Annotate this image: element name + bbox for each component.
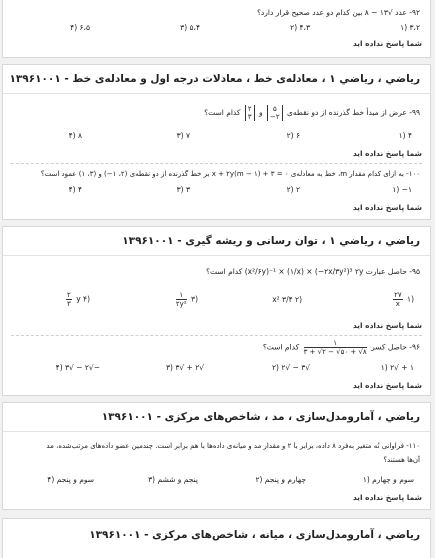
choice-3[interactable]: ۷ (۳ xyxy=(176,131,190,140)
choice-3[interactable]: ۳ (۳ xyxy=(176,185,190,194)
question-card-4 xyxy=(2,402,431,510)
answer-status: شما پاسخ نداده اید xyxy=(352,381,422,390)
denominator: ۳ xyxy=(67,300,71,308)
section-header: ریاضي ، آمارومدل‌سازی ، مد ، شاخص‌های مرکزی - ۱۳۹۶۱۰۰۱ xyxy=(3,403,430,432)
choice-3[interactable]: ۵،۴ (۳ xyxy=(180,23,200,32)
choice-2[interactable]: ۴،۳ (۲ xyxy=(290,23,310,32)
question-99-suffix: کدام است؟ xyxy=(204,108,241,117)
question-96-suffix: کدام است؟ xyxy=(262,342,300,352)
point-a-y: ۲− xyxy=(270,113,280,121)
question-95 xyxy=(11,265,420,279)
fraction xyxy=(304,339,367,356)
choice-label: (۴ xyxy=(83,294,90,304)
choice-2[interactable] xyxy=(272,295,302,304)
question-card-2 xyxy=(2,64,431,220)
question-95-prefix: ۹۵- حاصل عبارت xyxy=(365,267,420,276)
question-card-1 xyxy=(2,0,431,58)
choice-label: (۲ xyxy=(295,295,302,304)
section-header: ریاضي ، آمارومدل‌سازی ، میانه ، شاخص‌های مرکزی - ۱۳۹۶۱۰۰۱ xyxy=(89,529,420,541)
choice-2[interactable]: چهارم و پنجم (۲ xyxy=(255,475,306,484)
question-110-line2: آن‌ها هستند؟ xyxy=(383,456,420,464)
choice-2[interactable]: ۲ (۲ xyxy=(286,185,300,194)
answer-status: شما پاسخ نداده اید xyxy=(352,493,422,502)
question-card-3 xyxy=(2,226,431,396)
point-a xyxy=(267,105,283,121)
choice-4[interactable] xyxy=(64,291,90,308)
point-a-x: ۵ xyxy=(272,105,277,113)
choice-4[interactable]: −√۲ − √۳ (۴ xyxy=(55,363,100,372)
denominator: ۳ + √۲ − √۵۰ + √۸ xyxy=(303,348,367,356)
choice-3[interactable] xyxy=(174,291,198,308)
question-96-prefix: ۹۶- حاصل کسر xyxy=(371,342,420,352)
question-100: ۱۰۰- به ازای کدام مقدار m، خط به معادله‌ی ۰ = ۳ + (m − ۱)x + ۲y بر خط گذرنده از دو نقطه‌ی (۲، ۱−) و (۳، ۱) عمود است؟ xyxy=(40,170,420,178)
divider xyxy=(11,335,422,336)
question-110-line1: ۱۱۰- فراوانی نُه متغیر به‌فرد ۸ داده، برابر با ۲ و مقدار مد و میانه‌ی داده‌ها با هم برابر است. چندمین عضو داده‌های مرتب‌شده، مد xyxy=(46,442,420,450)
choice-1[interactable]: ۱− (۱ xyxy=(392,185,412,194)
fraction xyxy=(66,291,72,308)
choice-var: y xyxy=(76,294,81,304)
choice-label: (۱ xyxy=(407,294,414,304)
choice-3[interactable]: پنجم و ششم (۳ xyxy=(148,475,198,484)
answer-status: شما پاسخ نداده اید xyxy=(352,39,422,48)
question-95-expression: (x²/۶y)⁻¹ × (۱/x) × (−۲x/۳y²)³ ۲y xyxy=(244,267,364,276)
point-b-y: ۳ xyxy=(247,113,252,121)
section-header: ریاضي ، رياضي ۱ ، توان رسانی و ریشه گیری - ۱۳۹۶۱۰۰۱ xyxy=(3,227,430,256)
question-96 xyxy=(11,339,420,356)
choice-3[interactable]: √۲ + √۳ (۳ xyxy=(165,363,204,372)
choice-1[interactable]: سوم و چهارم (۱ xyxy=(362,475,414,484)
question-99 xyxy=(11,105,420,121)
question-99-and: و xyxy=(258,108,263,117)
numerator: ۱ xyxy=(304,339,367,348)
question-99-prefix: ۹۹- عرض از مبدأ خط گذرنده از دو نقطه‌ی xyxy=(287,108,420,117)
answer-status: شما پاسخ نداده اید xyxy=(352,149,422,158)
numerator: ۲ xyxy=(67,291,71,299)
point-b xyxy=(245,105,255,121)
choice-1[interactable]: ۳،۲ (۱ xyxy=(400,23,420,32)
denominator: x xyxy=(395,300,400,308)
choice-2[interactable]: √۳ − √۲ (۲ xyxy=(271,363,310,372)
choice-4[interactable]: ۴ (۴ xyxy=(68,185,82,194)
choice-2[interactable]: ۶ (۲ xyxy=(286,131,300,140)
choice-4[interactable]: ۸ (۴ xyxy=(68,131,82,140)
question-card-5 xyxy=(2,518,431,558)
answer-status: شما پاسخ نداده اید xyxy=(352,321,422,330)
fraction xyxy=(393,291,403,308)
divider xyxy=(11,163,422,164)
choice-1[interactable]: ۴ (۱ xyxy=(398,131,412,140)
choice-value: x² ۳/۴ xyxy=(272,295,293,304)
question-92: ۹۲- عدد √۱۳ − ۸ بین کدام دو عدد صحیح قرار دارد؟ xyxy=(256,8,420,17)
choice-4[interactable]: سوم و پنجم (۴ xyxy=(47,475,94,484)
question-95-suffix: کدام است؟ xyxy=(205,267,243,276)
fraction xyxy=(176,291,187,308)
numerator: ۲۷ xyxy=(394,291,402,299)
denominator: ۲y² xyxy=(175,300,187,308)
choice-1[interactable] xyxy=(391,291,414,308)
choice-1[interactable]: ۱ + √۲ (۱ xyxy=(380,363,414,372)
choice-4[interactable]: ۶،۵ (۴ xyxy=(70,23,90,32)
answer-status: شما پاسخ نداده اید xyxy=(352,203,422,212)
choice-label: (۳ xyxy=(191,294,198,304)
numerator: ۱ xyxy=(176,291,187,300)
section-header: ریاضي ، رياضي ۱ ، معادله‌ی خط ، معادلات درجه اول و معادله‌ی خط - ۱۳۹۶۱۰۰۱ xyxy=(3,65,430,94)
point-b-x: ۲ xyxy=(247,105,252,113)
